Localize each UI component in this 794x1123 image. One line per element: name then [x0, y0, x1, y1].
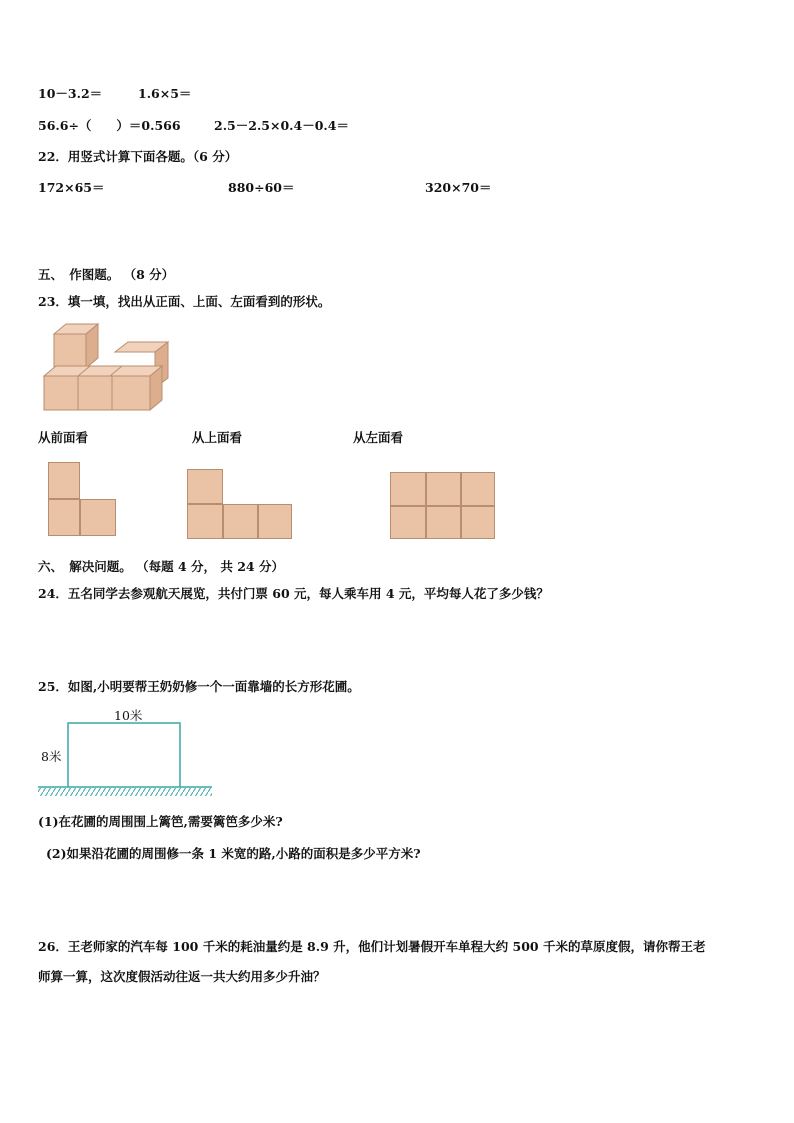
- q22-item-3: 320×70＝: [425, 180, 492, 195]
- front-view-cell: [48, 499, 80, 536]
- calc-item-4: 2.5－2.5×0.4－0.4＝: [214, 118, 349, 133]
- left-view-cell: [461, 472, 495, 506]
- q26-line1: 26．王老师家的汽车每 100 千米的耗油量约是 8.9 升，他们计划暑假开车单程大约 500 千米的草原度假，请你帮王老: [38, 939, 706, 954]
- calc-item-1: 10－3.2＝: [38, 86, 103, 101]
- left-view-cell: [390, 472, 426, 506]
- top-view-cell: [223, 504, 258, 539]
- left-view-cell: [426, 472, 461, 506]
- garden-rectangle: [68, 723, 180, 787]
- garden-diagram: [38, 720, 213, 800]
- top-view-cell: [258, 504, 292, 539]
- left-view-cell: [390, 506, 426, 539]
- view-label-top: 从上面看: [192, 430, 243, 445]
- front-view-cell: [80, 499, 116, 536]
- q25-sub2: (2)如果沿花圃的周围修一条 1 米宽的路,小路的面积是多少平方米?: [46, 846, 421, 861]
- q25-text: 25．如图,小明要帮王奶奶修一个一面靠墙的长方形花圃。: [38, 679, 360, 694]
- section6-title: 六、 解决问题。 （每题 4 分， 共 24 分）: [38, 559, 284, 574]
- q25-sub1: (1)在花圃的周围围上篱笆,需要篱笆多少米?: [38, 814, 283, 829]
- front-view-cell: [48, 462, 80, 499]
- q22-item-2: 880÷60＝: [228, 180, 295, 195]
- calc-item-3: 56.6÷（ ）＝0.566: [38, 118, 181, 133]
- q24-text: 24．五名同学去参观航天展览，共付门票 60 元，每人乘车用 4 元，平均每人花了多少钱？: [38, 586, 549, 601]
- wall-hatch: [38, 788, 212, 796]
- q23-title: 23．填一填，找出从正面、上面、左面看到的形状。: [38, 294, 331, 309]
- view-label-left: 从左面看: [353, 430, 404, 445]
- width-label: 8米: [41, 749, 62, 764]
- top-view-cell: [187, 469, 223, 504]
- q22-title: 22．用竖式计算下面各题。（6 分）: [38, 149, 238, 164]
- q26-line2: 师算一算，这次度假活动往返一共大约用多少升油？: [38, 969, 326, 984]
- section5-title: 五、 作图题。 （8 分）: [38, 267, 175, 282]
- length-label: 10米: [114, 708, 143, 723]
- left-view-cell: [461, 506, 495, 539]
- left-view-cell: [426, 506, 461, 539]
- calc-item-2: 1.6×5＝: [138, 86, 192, 101]
- q22-item-1: 172×65＝: [38, 180, 105, 195]
- top-view-cell: [187, 504, 223, 539]
- cube-stack-figure: [40, 318, 175, 414]
- view-label-front: 从前面看: [38, 430, 89, 445]
